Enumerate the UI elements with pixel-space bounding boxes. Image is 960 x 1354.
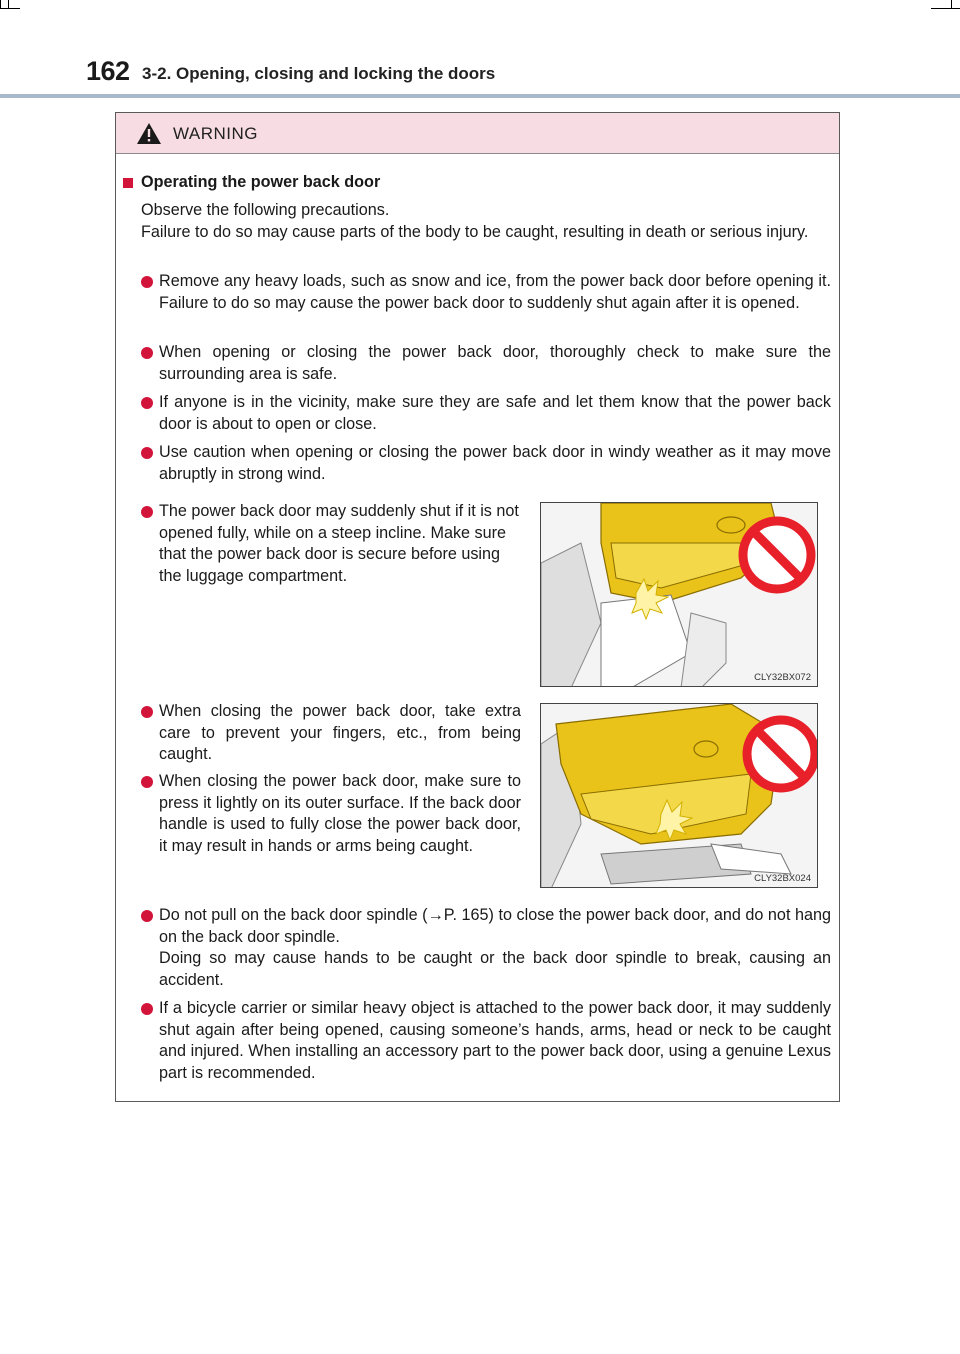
- intro-line-2: Failure to do so may cause parts of the body to be caught, resulting in death or serious injury.: [141, 223, 809, 241]
- figure-code: CLY32BX024: [754, 873, 811, 884]
- square-bullet-icon: [123, 178, 133, 188]
- warning-header: [116, 113, 839, 154]
- bullet-dot-icon: [141, 347, 153, 359]
- intro-line-1: Observe the following precautions.: [141, 201, 390, 219]
- bullet-dot-icon: [141, 506, 153, 518]
- bullet-dot-icon: [141, 447, 153, 459]
- bullet-dot-icon: [141, 1003, 153, 1015]
- crop-mark: [0, 8, 20, 9]
- precaution-item: Remove any heavy loads, such as snow and ice, from the power back door before opening it. Failure to do so may cause the power back door to suddenly shut again after it is opened.: [159, 272, 831, 312]
- bullet-dot-icon: [141, 776, 153, 788]
- warning-label: WARNING: [173, 124, 259, 143]
- precaution-item-continued: Doing so may cause hands to be caught or the back door spindle to break, causing an accident.: [159, 949, 831, 989]
- header-divider: [0, 94, 960, 98]
- illustration-closing-door: [540, 703, 818, 888]
- bullet-dot-icon: [141, 276, 153, 288]
- warning-triangle-icon: [136, 122, 162, 145]
- precaution-item: When closing the power back door, make sure to press it lightly on its outer surface. If the back door handle is used to fully close the power back door, it may result in hands or arms being caught.: [159, 772, 521, 855]
- bullet-dot-icon: [141, 706, 153, 718]
- precaution-item: When opening or closing the power back door, thoroughly check to make sure the surrounding area is safe.: [159, 343, 831, 383]
- precaution-item: If a bicycle carrier or similar heavy object is attached to the power back door, it may suddenly shut again after being opened, causing someone’s hands, arms, head or neck to be caught and injured. When installing an accessory part to the power back door, using a genuine Lexus part is recommended.: [159, 999, 831, 1082]
- page-number: 162: [86, 56, 130, 86]
- precaution-item: Use caution when opening or closing the power back door in windy weather as it may move abruptly in strong wind.: [159, 443, 831, 483]
- crop-mark: [951, 0, 952, 8]
- illustration-back-door-incline: [540, 502, 818, 687]
- precaution-item: The power back door may suddenly shut if it is not opened fully, while on a steep incline. Make sure that the power back door is secure before using the luggage compartment.: [159, 502, 519, 585]
- crop-mark: [0, 0, 1, 8]
- precaution-item: When closing the power back door, take extra care to prevent your fingers, etc., from being caught.: [159, 702, 521, 763]
- bullet-dot-icon: [141, 397, 153, 409]
- figure-code: CLY32BX072: [754, 672, 811, 683]
- section-title: 3-2. Opening, closing and locking the doors: [142, 64, 496, 83]
- bullet-dot-icon: [141, 910, 153, 922]
- precaution-item: Do not pull on the back door spindle (→P. 165) to close the power back door, and do not hang on the back door spindle.: [159, 906, 831, 946]
- precaution-item: If anyone is in the vicinity, make sure they are safe and let them know that the power back door is about to open or close.: [159, 393, 831, 433]
- back-door-illustration: [541, 503, 818, 687]
- crop-mark: [931, 8, 960, 9]
- crop-mark: [8, 0, 9, 8]
- warning-heading: Operating the power back door: [141, 173, 381, 191]
- back-door-illustration: [541, 704, 818, 888]
